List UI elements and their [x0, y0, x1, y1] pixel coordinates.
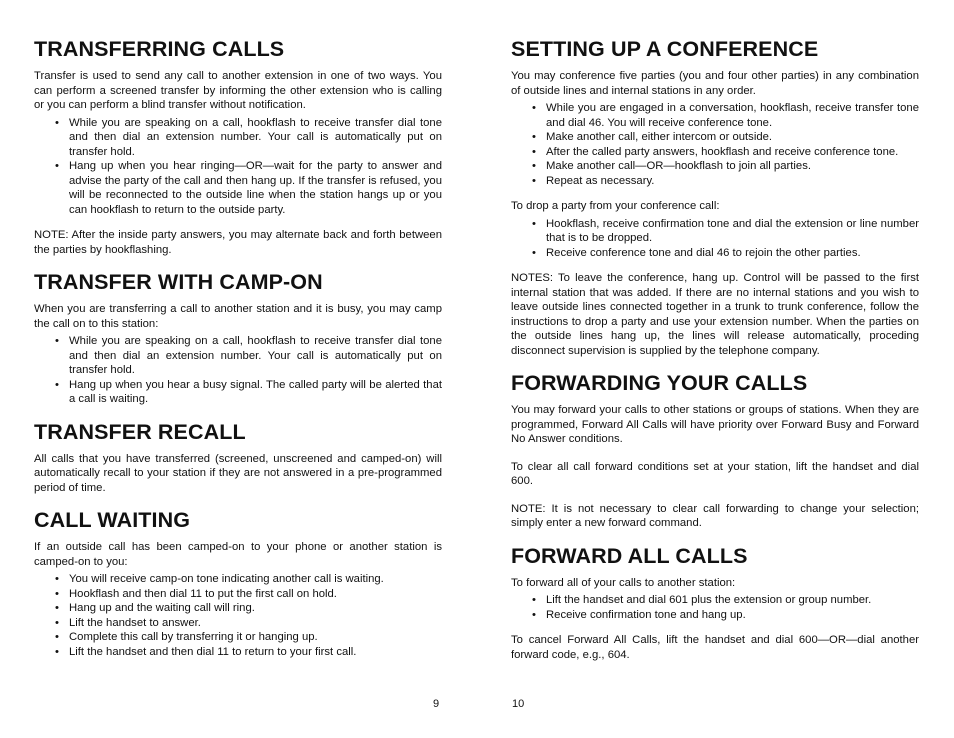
list-item: • Hang up when you hear ringing—OR—wait for the party to answer and advise the party of the call and then hang up. If the transfer is refused, you will be reconnected to the outside line when the station hangs up or you can hookflash to return to the outside party. — [69, 159, 442, 217]
forwarding-p2: To clear all call forward conditions set at your station, lift the handset and dial 600. — [511, 460, 919, 487]
left-page — [34, 36, 442, 659]
right-page — [511, 36, 919, 665]
list-item: • Make another call—OR—hookflash to join all parties. — [546, 159, 919, 174]
transferring-intro: Transfer is used to send any call to another extension in one of two ways. You can perform a screened transfer by informing the other extension who is calling or you can perform a blind transfer without notification. — [34, 70, 442, 111]
page-number-right: 10 — [512, 698, 525, 710]
list-item: • Receive confirmation tone and hang up. — [546, 608, 919, 623]
list-item: • Make another call, either intercom or outside. — [546, 130, 919, 145]
section-call-waiting — [34, 507, 442, 659]
list-item: • Lift the handset and dial 601 plus the extension or group number. — [546, 593, 919, 608]
conference-notes: NOTES: To leave the conference, hang up. Control will be passed to the first internal station that was added. If there are no internal stations and you wish to leave outside lines connected together in a trunk to trunk conference, follow the instructions to drop a party and use your extension number. When the parties on the outside lines hang up, the lines will release automatically, proceding disconnect supervision is supplied by the telephone company. — [511, 272, 919, 357]
list-item: • Repeat as necessary. — [546, 174, 919, 189]
heading-transfer-camp-on: TRANSFER WITH CAMP-ON — [34, 270, 323, 294]
drop-party-list — [511, 217, 919, 261]
list-item: • You will receive camp-on tone indicating another call is waiting. — [69, 572, 442, 587]
list-item: • While you are speaking on a call, hookflash to receive transfer dial tone and then dial an extension number. Your call is automatically put on transfer hold. — [69, 334, 442, 378]
heading-call-waiting: CALL WAITING — [34, 508, 191, 532]
list-item: • Hookflash, receive confirmation tone and dial the extension or line number that is to be dropped. — [546, 217, 919, 246]
section-forwarding-your-calls — [511, 370, 919, 531]
section-transfer-camp-on — [34, 269, 442, 407]
forwarding-note: NOTE: It is not necessary to clear call forwarding to change your selection; simply enter a new forward command. — [511, 502, 919, 529]
drop-party-intro: To drop a party from your conference call: — [511, 200, 720, 212]
heading-setting-up-conference: SETTING UP A CONFERENCE — [511, 37, 819, 61]
waiting-list — [34, 572, 442, 659]
camp-on-intro: When you are transferring a call to another station and it is busy, you may camp the call on to this station: — [34, 303, 442, 330]
list-item: • While you are speaking on a call, hookflash to receive transfer dial tone and then dial an extension number. Your call is automatically put on transfer hold. — [69, 116, 442, 160]
section-forward-all-calls — [511, 543, 919, 663]
transferring-list — [34, 116, 442, 218]
heading-forward-all-calls: FORWARD ALL CALLS — [511, 543, 748, 568]
list-item: • Hang up and the waiting call will ring. — [69, 601, 442, 616]
list-item: • Complete this call by transferring it or hanging up. — [69, 630, 442, 645]
list-item: • Lift the handset and then dial 11 to return to your first call. — [69, 645, 442, 660]
list-item: • While you are engaged in a conversation, hookflash, receive transfer tone and dial 46. You will receive conference tone. — [546, 101, 919, 130]
forwarding-p1: You may forward your calls to other stations or groups of stations. When they are programmed, Forward All Calls will have priority over Forward Busy and Forward No Answer conditions. — [511, 404, 919, 445]
camp-on-list — [34, 334, 442, 407]
conference-list — [511, 101, 919, 188]
section-setting-up-conference — [511, 36, 919, 358]
conference-intro: You may conference five parties (you and four other parties) in any combination of outside lines and internal stations in any order. — [511, 70, 919, 97]
recall-body: All calls that you have transferred (screened, unscreened and camped-on) will automatically recall to your station if they are not answered in a pre-programmed period of time. — [34, 452, 442, 494]
heading-transferring-calls: TRANSFERRING CALLS — [34, 37, 285, 61]
forward-all-cancel: To cancel Forward All Calls, lift the handset and dial 600—OR—dial another forward code, e.g., 604. — [511, 634, 919, 661]
list-item: • Lift the handset to answer. — [69, 616, 442, 631]
heading-forwarding-your-calls: FORWARDING YOUR CALLS — [511, 371, 808, 395]
section-transferring-calls — [34, 36, 442, 257]
heading-transfer-recall: TRANSFER RECALL — [34, 419, 246, 444]
list-item: • Hang up when you hear a busy signal. The called party will be alerted that a call is waiting. — [69, 378, 442, 407]
forward-all-intro: To forward all of your calls to another station: — [511, 576, 736, 589]
page-number-left: 9 — [433, 698, 440, 710]
waiting-intro: If an outside call has been camped-on to your phone or another station is camped-on to you: — [34, 541, 442, 568]
transferring-note: NOTE: After the inside party answers, you may alternate back and forth between the parties by hookflashing. — [34, 229, 442, 256]
list-item: • Receive conference tone and dial 46 to rejoin the other parties. — [546, 246, 919, 261]
list-item: • After the called party answers, hookflash and receive conference tone. — [546, 145, 919, 160]
section-transfer-recall — [34, 419, 442, 496]
forward-all-list — [511, 593, 919, 622]
list-item: • Hookflash and then dial 11 to put the first call on hold. — [69, 587, 442, 602]
